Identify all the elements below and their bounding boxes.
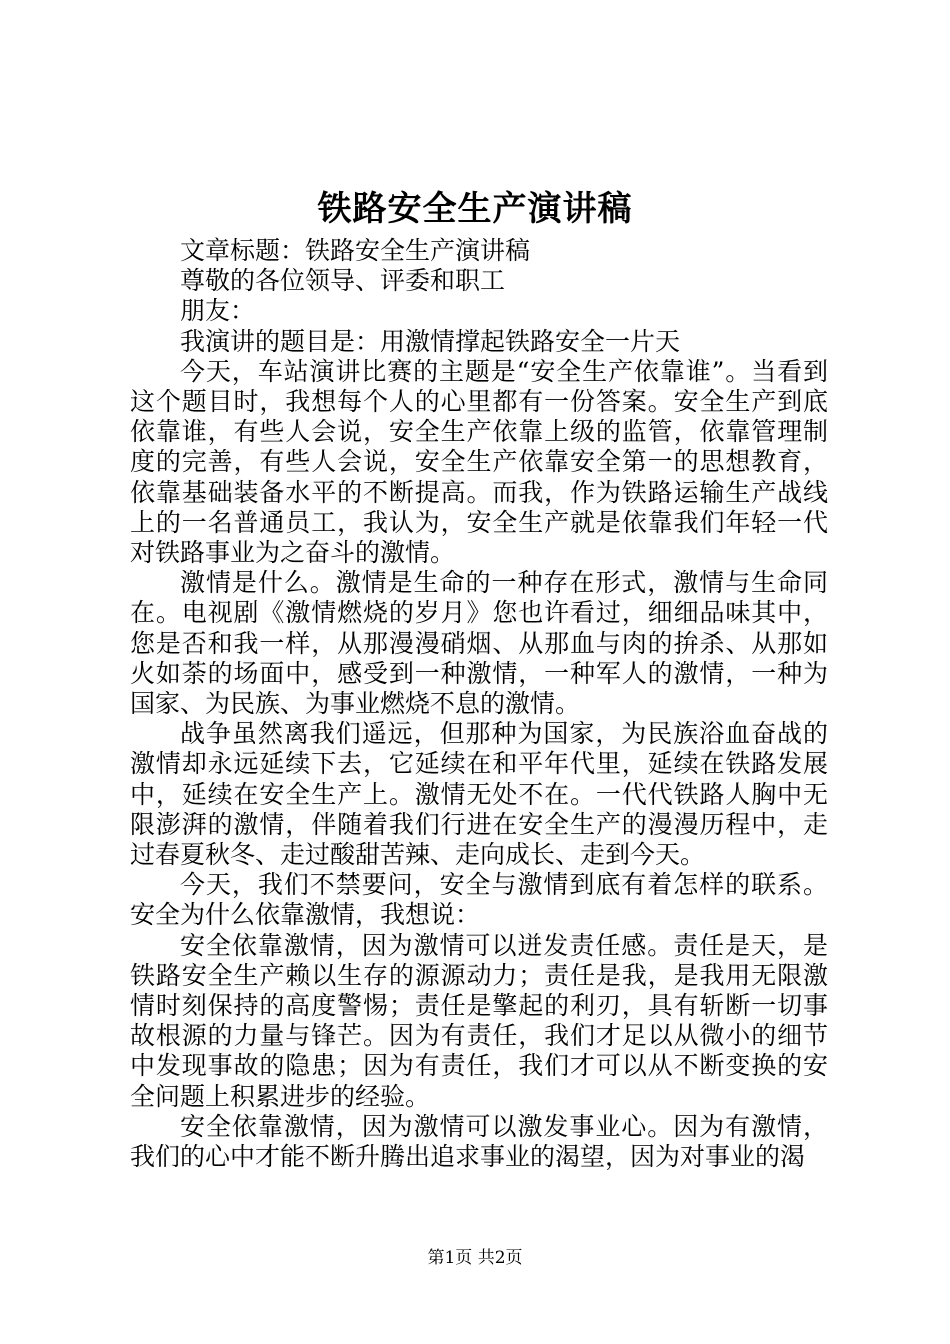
paragraph: 我演讲的题目是：用激情撑起铁路安全一片天 (180, 326, 681, 356)
paragraph: 安全依靠激情，因为激情可以迸发责任感。责任是天，是铁路安全生产赖以生存的源源动力；责任是我，是我用无限激情时刻保持的高度警惕；责任是擎起的利刃，具有斩断一切事故根源的力量与锋芒。因为有责任，我们才足以从微小的细节中发现事故的隐患；因为有责任，我们才可以从不断变换的安全问题上积累进步的经验。 (130, 930, 828, 1111)
paragraph: 激情是什么。激情是生命的一种存在形式，激情与生命同在。电视剧《激情燃烧的岁月》您也许看过，细细品味其中，您是否和我一样，从那漫漫硝烟、从那血与肉的拚杀、从那如火如荼的场面中，感受到一种激情，一种军人的激情，一种为国家、为民族、为事业燃烧不息的激情。 (130, 568, 828, 719)
paragraph: 文章标题：铁路安全生产演讲稿 (180, 236, 531, 265)
document-body (130, 236, 828, 1172)
paragraph: 朋友： (180, 296, 256, 326)
document-title: 铁路安全生产演讲稿 (317, 189, 633, 229)
paragraph: 尊敬的各位领导、评委和职工 (180, 266, 506, 296)
paragraph: 战争虽然离我们遥远，但那种为国家，为民族浴血奋战的激情却永远延续下去，它延续在和平年代里，延续在铁路发展中，延续在安全生产上。激情无处不在。一代代铁路人胸中无限澎湃的激情，伴随着我们行进在安全生产的漫漫历程中，走过春夏秋冬、走过酸甜苦辣、走向成长、走到今天。 (130, 719, 828, 870)
paragraph: 今天，我们不禁要问，安全与激情到底有着怎样的联系。安全为什么依靠激情，我想说： (130, 870, 828, 930)
paragraph: 安全依靠激情，因为激情可以激发事业心。因为有激情，我们的心中才能不断升腾出追求事业的渴望，因为对事业的渴 (130, 1111, 828, 1172)
paragraph: 今天，车站演讲比赛的主题是“安全生产依靠谁”。当看到这个题目时，我想每个人的心里都有一份答案。安全生产到底依靠谁，有些人会说，安全生产依靠上级的监管，依靠管理制度的完善，有些人会说，安全生产依靠安全第一的思想教育，依靠基础装备水平的不断提高。而我，作为铁路运输生产战线上的一名普通员工，我认为，安全生产就是依靠我们年轻一代对铁路事业为之奋斗的激情。 (130, 356, 828, 568)
page-footer: 第1页 共2页 (427, 1248, 523, 1268)
